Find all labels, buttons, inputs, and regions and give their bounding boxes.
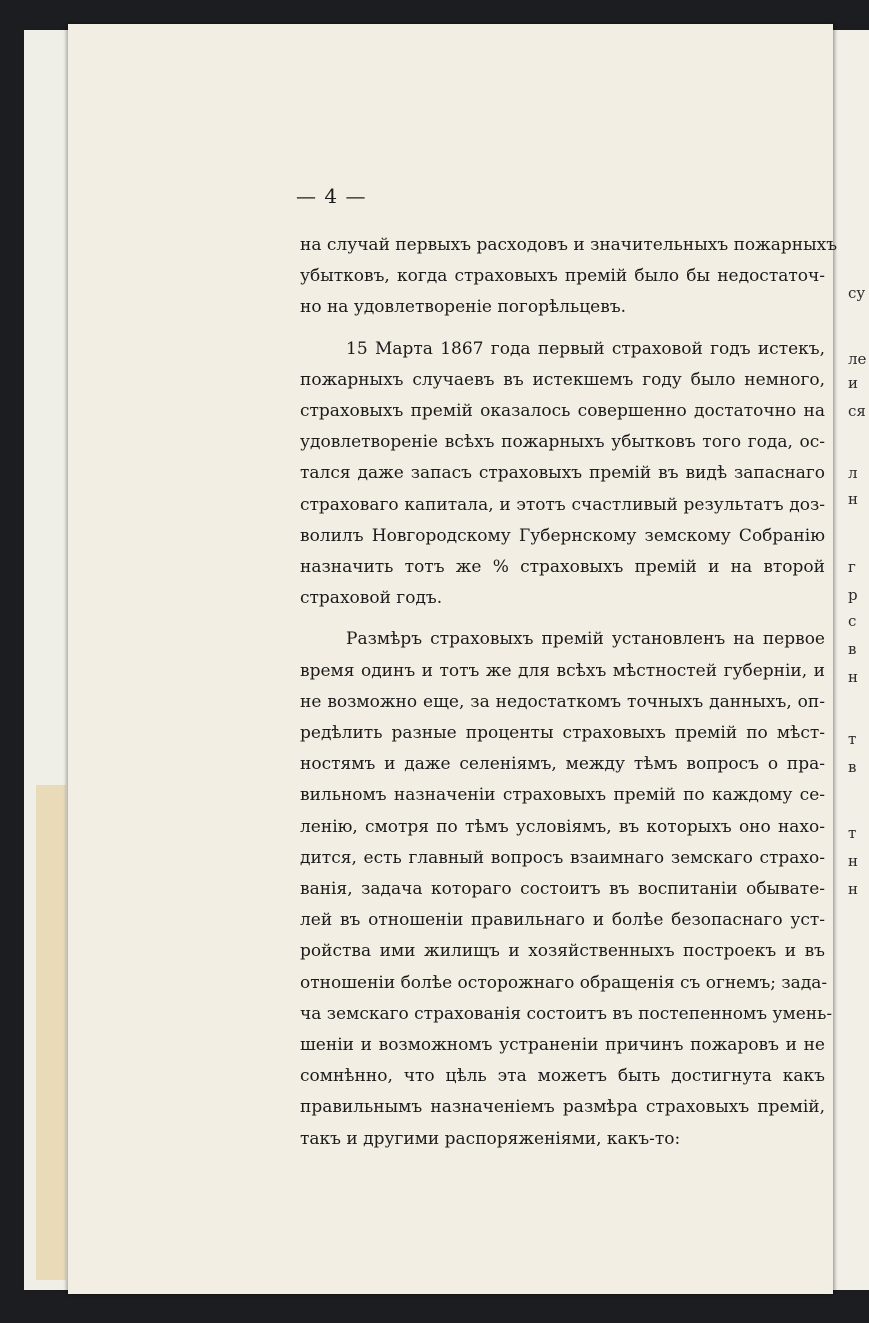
fragment: т xyxy=(848,730,857,748)
fragment: т xyxy=(848,824,857,842)
text-line: убытковъ, когда страховыхъ премій было бы недостаточ- xyxy=(300,266,825,287)
fragment: ся xyxy=(848,402,866,420)
binding-tape xyxy=(36,785,66,1280)
fragment: и xyxy=(848,374,858,392)
text-line: ностямъ и даже селеніямъ, между тѣмъ вопросъ о пра- xyxy=(300,754,825,775)
fragment: в xyxy=(848,758,857,776)
text-line: волилъ Новгородскому Губернскому земскому Собранію xyxy=(300,525,825,546)
text-line: шеніи и возможномъ устраненіи причинъ пожаровъ и не xyxy=(300,1035,825,1056)
text-line: сомнѣнно, что цѣль эта можетъ быть достигнута какъ xyxy=(300,1066,825,1087)
paragraph-3 xyxy=(300,624,833,1154)
text-line: отношеніи болѣе осторожнаго обращенія съ огнемъ; зада- xyxy=(300,972,828,993)
text-line: пожарныхъ случаевъ въ истекшемъ году было немного, xyxy=(300,369,825,390)
text-line: не возможно еще, за недостаткомъ точныхъ данныхъ, оп- xyxy=(300,691,825,712)
text-line: редѣлить разные проценты страховыхъ премій по мѣст- xyxy=(300,723,825,744)
text-line: вильномъ назначеніи страховыхъ премій по каждому се- xyxy=(300,785,825,806)
text-line: страховой годъ. xyxy=(300,588,443,609)
text-line: правильнымъ назначеніемъ размѣра страховыхъ премій, xyxy=(300,1097,825,1118)
fragment: ле xyxy=(848,350,867,368)
text-line: ванія, задача котораго состоитъ въ воспитаніи обывате- xyxy=(300,879,825,900)
document-page xyxy=(68,24,838,1294)
fragment: н xyxy=(848,852,858,870)
fragment: л xyxy=(848,464,858,482)
fragment: н xyxy=(848,880,858,898)
text-line: на случай первыхъ расходовъ и значительныхъ пожарныхъ xyxy=(300,235,838,255)
text-line: такъ и другими распоряженіями, какъ-то: xyxy=(300,1128,681,1149)
text-line: тался даже запасъ страховыхъ премій въ видѣ запаснаго xyxy=(300,463,825,484)
text-line: назначить тотъ же % страховыхъ премій и на второй xyxy=(300,557,825,578)
facing-page-text-fragments xyxy=(848,270,867,950)
page-number: — 4 — xyxy=(296,184,367,208)
text-line: ча земскаго страхованія состоитъ въ постепенномъ умень- xyxy=(300,1003,833,1024)
fragment: г xyxy=(848,558,856,576)
text-line: лей въ отношеніи правильнаго и болѣе безопаснаго уст- xyxy=(300,910,825,931)
text-line: 15 Марта 1867 года первый страховой годъ истекъ, xyxy=(346,338,825,359)
fragment: с xyxy=(848,612,857,630)
text-line: время одинъ и тотъ же для всѣхъ мѣстностей губерніи, и xyxy=(300,660,825,681)
text-line: ройства ими жилищъ и хозяйственныхъ построекъ и въ xyxy=(300,941,825,962)
paragraph-2 xyxy=(300,334,825,615)
fragment: н xyxy=(848,668,858,686)
text-line: удовлетвореніе всѣхъ пожарныхъ убытковъ того года, ос- xyxy=(300,432,825,453)
body-text xyxy=(300,230,838,1165)
text-line: Размѣръ страховыхъ премій установленъ на первое xyxy=(346,629,825,650)
text-line: дится, есть главный вопросъ взаимнаго земскаго страхо- xyxy=(300,847,825,868)
text-line: страховыхъ премій оказалось совершенно достаточно на xyxy=(300,401,825,422)
paragraph-1 xyxy=(300,230,838,324)
fragment: в xyxy=(848,640,857,658)
fragment: су xyxy=(848,284,866,302)
text-line: ленію, смотря по тѣмъ условіямъ, въ которыхъ оно нахо- xyxy=(300,816,825,837)
text-line: но на удовлетвореніе погорѣльцевъ. xyxy=(300,297,627,318)
fragment: р xyxy=(848,586,858,604)
fragment: н xyxy=(848,490,858,508)
text-line: страховаго капитала, и этотъ счастливый результатъ доз- xyxy=(300,494,825,515)
